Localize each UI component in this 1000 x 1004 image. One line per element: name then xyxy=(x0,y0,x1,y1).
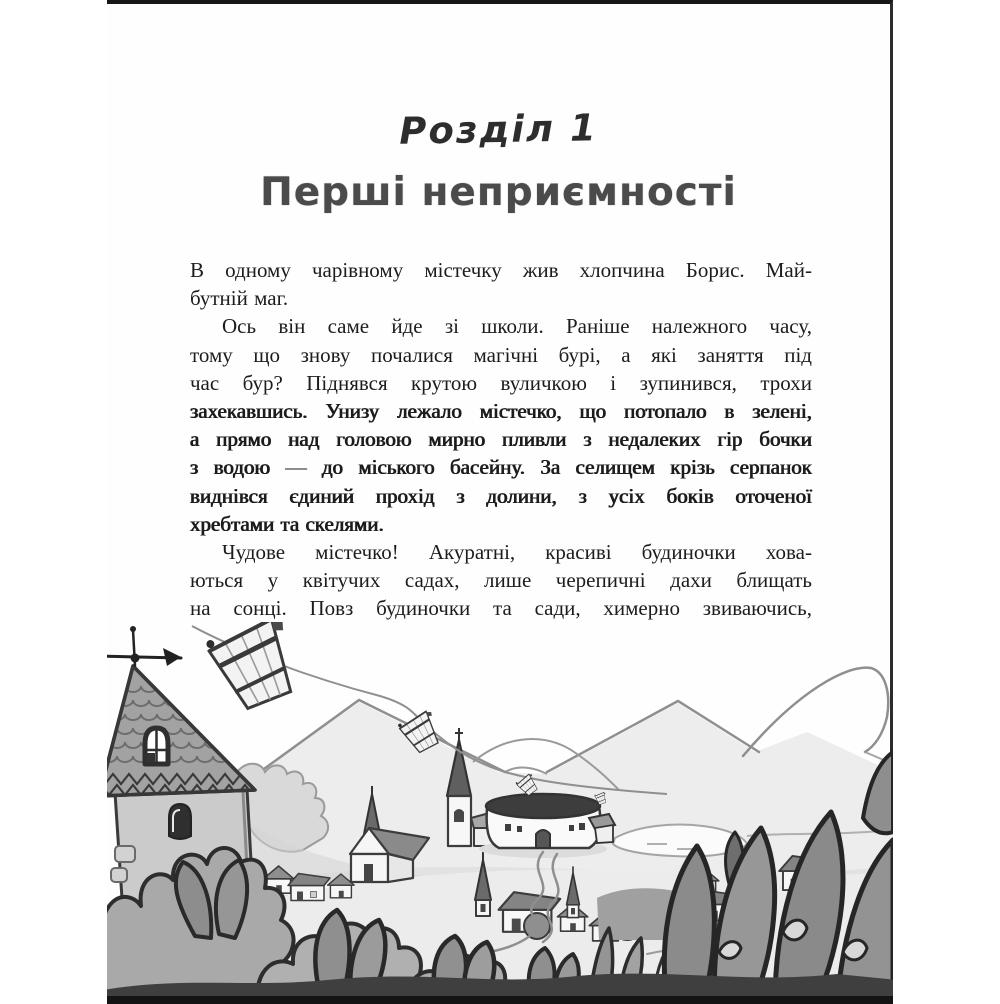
text-line: а прямо над головою мирно пливли з недалеких гір бочки xyxy=(190,427,812,452)
text-line: бутній маг. xyxy=(190,286,289,311)
chapter-title: Розділ 1 xyxy=(398,106,599,153)
water-basin xyxy=(479,794,615,858)
weather-vane-icon xyxy=(107,626,181,668)
chapter-subtitle: Перші неприємності xyxy=(260,170,737,215)
body-text xyxy=(190,256,812,623)
flying-bucket-icon xyxy=(205,622,310,715)
text-line: Чудове містечко! Акуратні, красиві будиночки хова- xyxy=(222,540,812,565)
paragraph-2 xyxy=(190,312,812,538)
text-line: ються у квітучих садах, лише черепичні дахи блищать xyxy=(190,568,812,593)
text-line: виднівся єдиний прохід з долини, з усіх боків оточеної xyxy=(190,483,812,508)
text-line: час бур? Піднявся крутою вуличкою і зупинився, трохи xyxy=(190,370,812,395)
paragraph-3 xyxy=(190,538,812,623)
text-line: хребтами та скелями. xyxy=(190,511,384,536)
text-line: з водою — до міського басейну. За селищем крізь серпанок xyxy=(190,455,812,480)
village-illustration xyxy=(107,622,893,1004)
text-line: Ось він саме йде зі школи. Раніше належного часу, xyxy=(222,314,812,339)
dormer-window xyxy=(145,728,168,764)
text-line: В одному чарівному містечку жив хлопчина Борис. Май- xyxy=(190,258,812,282)
text-line: на сонці. Повз будиночки та сади, химерно звиваючись, xyxy=(190,596,812,621)
text-line: тому що знову почалися магічні бурі, а які заняття під xyxy=(190,342,812,367)
book-page xyxy=(107,0,893,1000)
paragraph-1 xyxy=(190,256,812,312)
text-line: захекавшись. Унизу лежало містечко, що потопало в зелені, xyxy=(190,399,812,424)
